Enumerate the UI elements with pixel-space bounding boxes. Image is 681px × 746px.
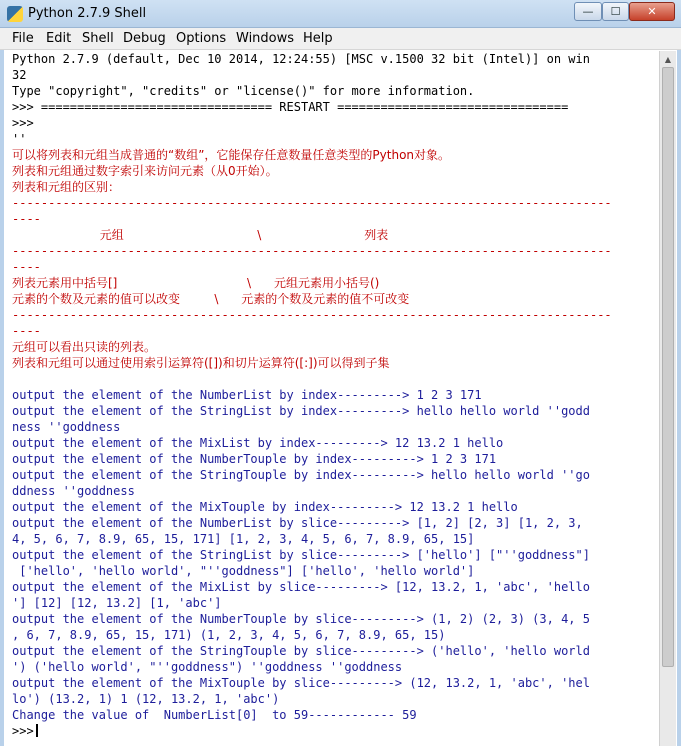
shell-line: ['hello', 'hello world', "''goddness"] ['hello', 'hello world'] xyxy=(12,564,475,578)
shell-line: Python 2.7.9 (default, Dec 10 2014, 12:24:55) [MSC v.1500 32 bit (Intel)] on win xyxy=(12,52,590,66)
shell-line: , 6, 7, 8.9, 65, 15, 171) (1, 2, 3, 4, 5, 6, 7, 8.9, 65, 15) xyxy=(12,628,446,642)
close-button[interactable]: ✕ xyxy=(629,2,675,21)
shell-line: ') ('hello world', "''goddness") ''goddness ''goddness xyxy=(12,660,403,674)
shell-line: Type "copyright", "credits" or "license()" for more information. xyxy=(12,84,475,98)
shell-line: '' xyxy=(12,132,27,146)
shell-line: ----------------------------------------------------------------------------------- xyxy=(12,308,612,322)
shell-line: output the element of the StringList by slice---------> ['hello'] ["''goddness"] xyxy=(12,548,590,562)
shell-line: ---- xyxy=(12,324,41,338)
vertical-scrollbar[interactable] xyxy=(659,51,676,746)
shell-line: output the element of the MixTouple by index---------> 12 13.2 1 hello xyxy=(12,500,518,514)
shell-line: >>> ================================ RESTART ================================ xyxy=(12,100,569,114)
menu-bar xyxy=(0,28,681,50)
title-bar[interactable] xyxy=(0,0,681,28)
shell-line: 元素的个数及元素的值可以改变 \ 元素的个数及元素的值不可改变 xyxy=(12,292,410,306)
shell-line: ness ''goddness xyxy=(12,420,121,434)
shell-line: output the element of the NumberTouple by index---------> 1 2 3 171 xyxy=(12,452,497,466)
shell-line: Change the value of NumberList[0] to 59------------ 59 xyxy=(12,708,417,722)
menu-debug[interactable]: Debug xyxy=(123,31,166,46)
text-cursor xyxy=(36,724,38,737)
shell-line: ----------------------------------------------------------------------------------- xyxy=(12,196,612,210)
shell-line: ddness ''goddness xyxy=(12,484,135,498)
shell-line: output the element of the StringTouple by index---------> hello hello world ''go xyxy=(12,468,590,482)
shell-line: ----------------------------------------------------------------------------------- xyxy=(12,244,612,258)
shell-line: 列表元素用中括号[] \ 元组元素用小括号() xyxy=(12,276,380,290)
shell-line: >>> xyxy=(12,116,34,130)
shell-line: output the element of the StringList by index---------> hello hello world ''godd xyxy=(12,404,590,418)
maximize-button[interactable]: ☐ xyxy=(602,2,629,21)
shell-line: output the element of the MixList by index---------> 12 13.2 1 hello xyxy=(12,436,504,450)
shell-prompt-line[interactable] xyxy=(12,723,657,739)
shell-line: output the element of the NumberList by slice---------> [1, 2] [2, 3] [1, 2, 3, xyxy=(12,516,583,530)
shell-prompt: >>> xyxy=(12,724,34,738)
python-icon xyxy=(7,6,23,22)
shell-line: output the element of the NumberTouple by slice---------> (1, 2) (2, 3) (3, 4, 5 xyxy=(12,612,590,626)
shell-line: output the element of the MixTouple by slice---------> (12, 13.2, 1, 'abc', 'hel xyxy=(12,676,590,690)
menu-file[interactable]: File xyxy=(12,31,34,46)
shell-line: 元组可以看出只读的列表。 xyxy=(12,340,157,354)
shell-line: output the element of the NumberList by index---------> 1 2 3 171 xyxy=(12,388,482,402)
shell-line: output the element of the StringTouple by slice---------> ('hello', 'hello world xyxy=(12,644,590,658)
shell-line: 4, 5, 6, 7, 8.9, 65, 15, 171] [1, 2, 3, 4, 5, 6, 7, 8.9, 65, 15] xyxy=(12,532,475,546)
shell-line: lo') (13.2, 1) 1 (12, 13.2, 1, 'abc') xyxy=(12,692,280,706)
shell-line: 列表和元组的区别： xyxy=(12,180,121,194)
shell-line: 32 xyxy=(12,68,27,82)
shell-line: 列表和元组可以通过使用索引运算符([])和切片运算符([:])可以得到子集 xyxy=(12,356,390,370)
minimize-button[interactable]: — xyxy=(574,2,602,21)
scroll-up-arrow-icon[interactable]: ▲ xyxy=(664,54,672,64)
menu-edit[interactable]: Edit xyxy=(46,31,72,46)
window-title: Python 2.7.9 Shell xyxy=(28,6,147,21)
shell-line: ---- xyxy=(12,212,41,226)
scroll-thumb[interactable] xyxy=(662,67,674,667)
shell-line: '] [12] [12, 13.2] [1, 'abc'] xyxy=(12,596,222,610)
shell-line: ---- xyxy=(12,260,41,274)
menu-shell[interactable]: Shell xyxy=(82,31,114,46)
shell-line: output the element of the MixList by slice---------> [12, 13.2, 1, 'abc', 'hello xyxy=(12,580,590,594)
shell-line: 元组 \ 列表 xyxy=(12,228,389,242)
menu-help[interactable]: Help xyxy=(303,31,333,46)
menu-options[interactable]: Options xyxy=(176,31,227,46)
shell-line xyxy=(12,371,657,387)
menu-windows[interactable]: Windows xyxy=(236,31,295,46)
shell-output-area[interactable] xyxy=(12,51,657,739)
shell-line: 可以将列表和元组当成普通的“数组”，它能保存任意数量任意类型的Python对象。 xyxy=(12,148,451,162)
shell-line: 列表和元组通过数字索引来访问元素（从0开始）。 xyxy=(12,164,278,178)
